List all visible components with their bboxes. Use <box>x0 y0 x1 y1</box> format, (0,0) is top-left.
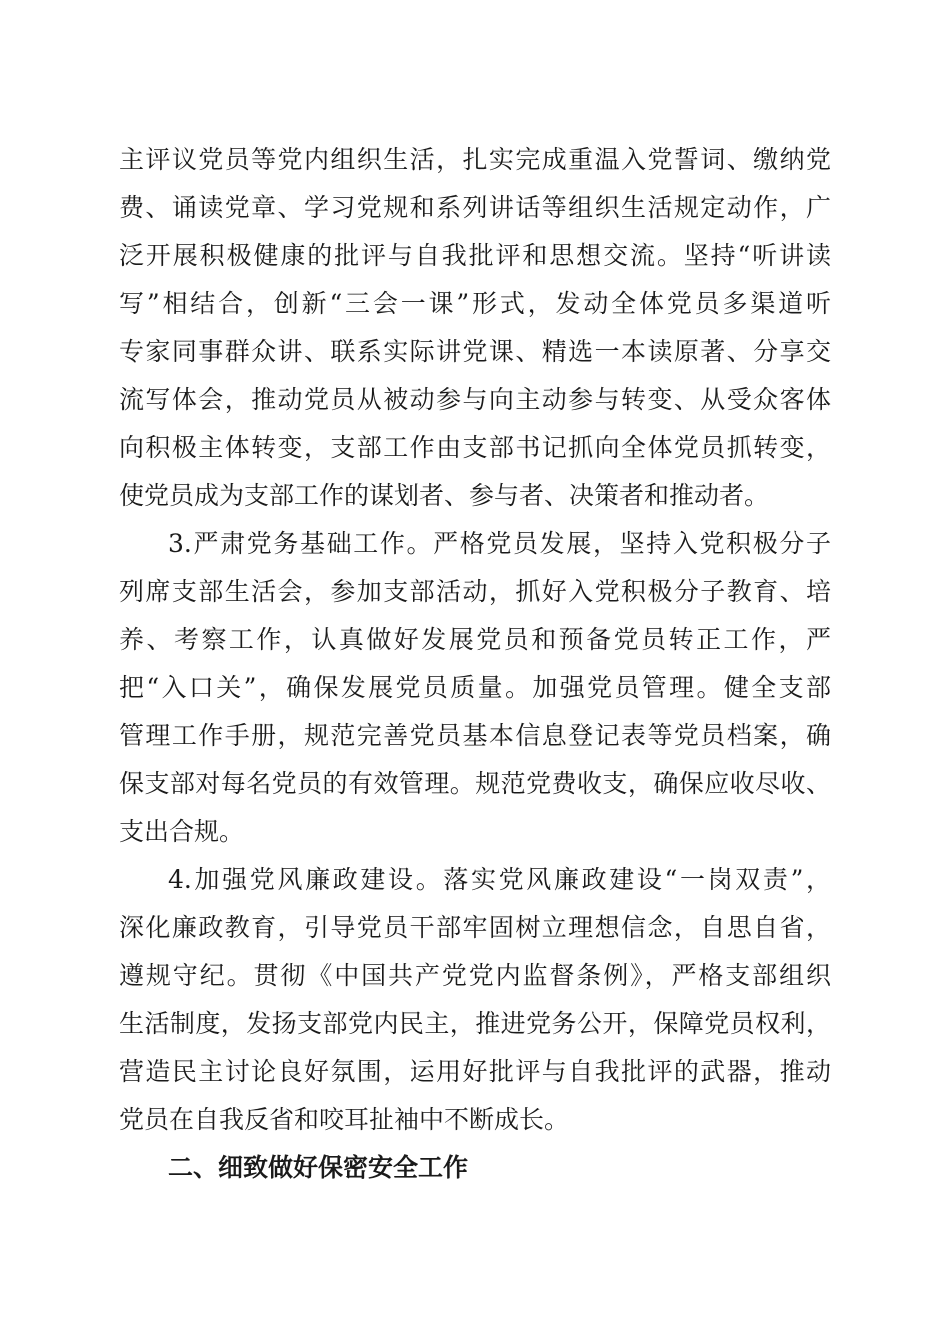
paragraph-line: 写”相结合，创新“三会一课”形式，发动全体党员多渠道听 <box>119 289 831 318</box>
paragraph-line: 使党员成为支部工作的谋划者、参与者、决策者和推动者。 <box>119 481 770 510</box>
paragraph-line: 列席支部生活会，参加支部活动，抓好入党积极分子教育、培 <box>119 577 831 606</box>
paragraph-line: 4.加强党风廉政建设。落实党风廉政建设“一岗双责”， <box>168 865 831 894</box>
paragraph-line: 3.严肃党务基础工作。严格党员发展，坚持入党积极分子 <box>168 529 831 558</box>
paragraph-line: 党员在自我反省和咬耳扯袖中不断成长。 <box>119 1105 570 1134</box>
paragraph-line: 管理工作手册，规范完善党员基本信息登记表等党员档案，确 <box>119 721 831 750</box>
paragraph-line: 遵规守纪。贯彻《中国共产党党内监督条例》，严格支部组织 <box>119 961 831 990</box>
paragraph-line: 费、诵读党章、学习党规和系列讲话等组织生活规定动作，广 <box>119 193 831 222</box>
paragraph-line: 把“入口关”，确保发展党员质量。加强党员管理。健全支部 <box>119 673 831 702</box>
paragraph-line: 泛开展积极健康的批评与自我批评和思想交流。坚持“听讲读 <box>119 241 831 270</box>
paragraph-line: 生活制度，发扬支部党内民主，推进党务公开，保障党员权利， <box>119 1009 831 1038</box>
paragraph-line: 保支部对每名党员的有效管理。规范党费收支，确保应收尽收、 <box>119 769 831 798</box>
paragraph-line: 深化廉政教育，引导党员干部牢固树立理想信念，自思自省， <box>119 913 831 942</box>
paragraph-line: 支出合规。 <box>119 817 245 846</box>
section-heading: 二、细致做好保密安全工作 <box>168 1153 469 1182</box>
paragraph-line: 养、考察工作，认真做好发展党员和预备党员转正工作，严 <box>119 625 831 654</box>
paragraph-line: 向积极主体转变，支部工作由支部书记抓向全体党员抓转变， <box>119 433 831 462</box>
paragraph-line: 专家同事群众讲、联系实际讲党课、精选一本读原著、分享交 <box>119 337 831 366</box>
paragraph-line: 主评议党员等党内组织生活，扎实完成重温入党誓词、缴纳党 <box>119 145 831 174</box>
paragraph-line: 营造民主讨论良好氛围，运用好批评与自我批评的武器，推动 <box>119 1057 831 1086</box>
paragraph-line: 流写体会，推动党员从被动参与向主动参与转变、从受众客体 <box>119 385 831 414</box>
